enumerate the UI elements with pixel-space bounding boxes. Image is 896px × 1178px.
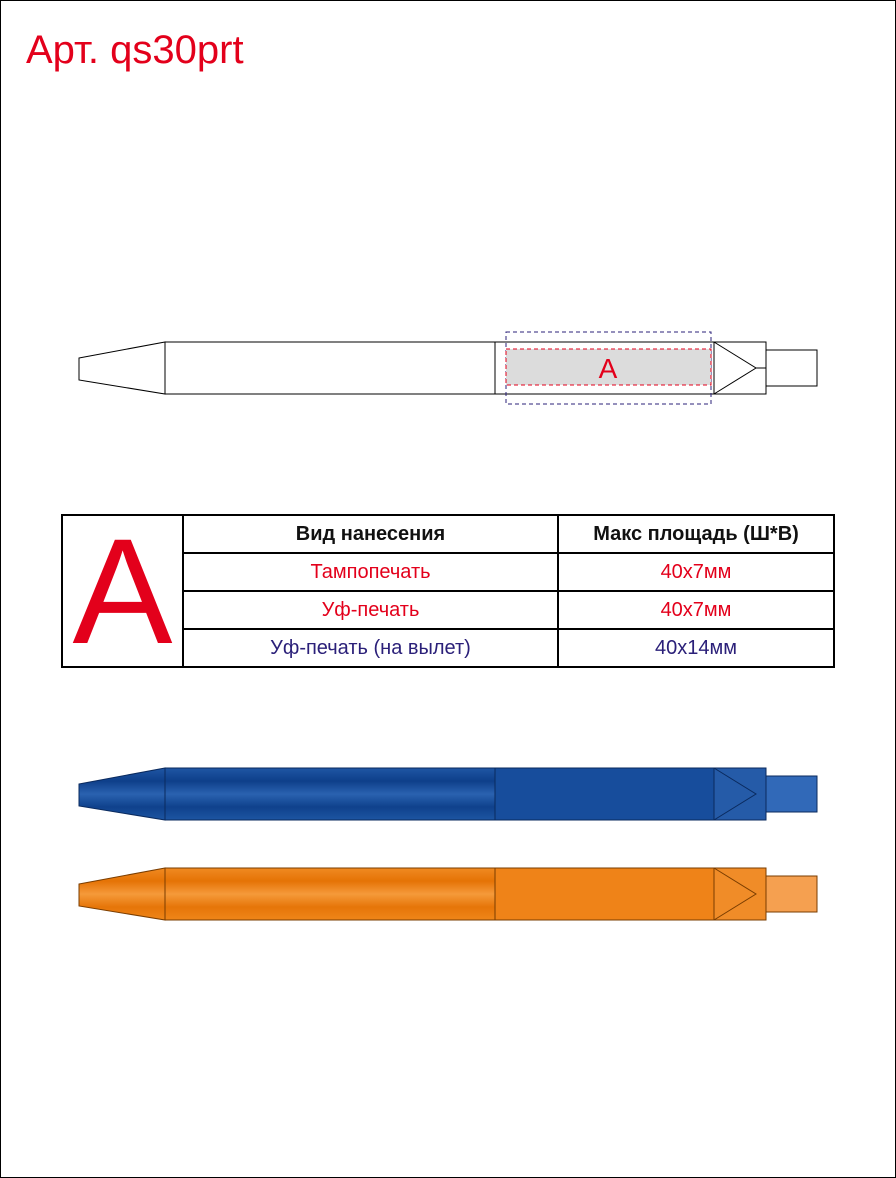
header-size: Макс площадь (Ш*В) [558, 515, 834, 553]
print-methods-table [61, 507, 835, 675]
pen-outline-barrel [165, 342, 495, 394]
header-method: Вид нанесения [183, 515, 558, 553]
method-cell: Тампопечать [183, 553, 558, 591]
zone-letter: A [62, 515, 183, 667]
pen-orange-tip [79, 868, 165, 920]
pen-outline-tip [79, 342, 165, 394]
pen-orange [79, 868, 817, 920]
pen-blue-clip [714, 768, 766, 820]
pen-orange-button [766, 876, 817, 912]
pen-orange-clip [714, 868, 766, 920]
article-title: Арт. qs30prt [26, 28, 244, 72]
pen-blue-grip [495, 768, 714, 820]
print-zone-label: A [598, 353, 618, 384]
pen-outline-button [766, 350, 817, 386]
table-header-row [62, 515, 834, 553]
pen-orange-grip [495, 868, 714, 920]
pen-blue-barrel [165, 768, 495, 820]
method-cell: Уф-печать (на вылет) [183, 629, 558, 667]
pen-blue-button [766, 776, 817, 812]
method-cell: Уф-печать [183, 591, 558, 629]
pen-orange-barrel [165, 868, 495, 920]
pen-blue-tip [79, 768, 165, 820]
pen-blue [79, 768, 817, 820]
size-cell: 40x7мм [558, 553, 834, 591]
size-cell: 40x14мм [558, 629, 834, 667]
size-cell: 40x7мм [558, 591, 834, 629]
